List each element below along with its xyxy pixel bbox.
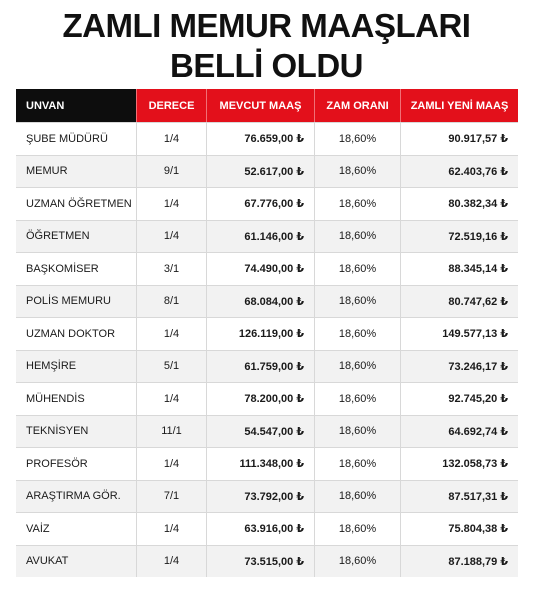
cell-zamli-yeni-maas: 88.345,14 ₺	[400, 253, 518, 285]
cell-unvan: MEMUR	[26, 165, 68, 178]
table-row	[16, 122, 518, 155]
cell-derece: 1/4	[136, 546, 206, 578]
cell-derece: 1/4	[136, 448, 206, 480]
cell-zam-orani: 18,60%	[314, 383, 400, 415]
cell-mevcut-maas: 76.659,00 ₺	[206, 123, 314, 155]
table-row	[16, 220, 518, 253]
cell-mevcut-maas: 126.119,00 ₺	[206, 318, 314, 350]
title-line-1: ZAMLI MEMUR MAAŞLARI	[62, 7, 471, 44]
cell-mevcut-maas: 73.792,00 ₺	[206, 481, 314, 513]
salary-table	[16, 89, 518, 577]
cell-unvan: ARAŞTIRMA GÖR.	[26, 490, 121, 503]
cell-unvan: VAİZ	[26, 522, 50, 535]
cell-mevcut-maas: 61.146,00 ₺	[206, 221, 314, 253]
cell-zamli-yeni-maas: 149.577,13 ₺	[400, 318, 518, 350]
table-row	[16, 480, 518, 513]
cell-mevcut-maas: 74.490,00 ₺	[206, 253, 314, 285]
cell-unvan: HEMŞİRE	[26, 360, 77, 373]
cell-zam-orani: 18,60%	[314, 416, 400, 448]
cell-unvan: ÖĞRETMEN	[26, 230, 90, 243]
cell-mevcut-maas: 54.547,00 ₺	[206, 416, 314, 448]
cell-zam-orani: 18,60%	[314, 546, 400, 578]
cell-mevcut-maas: 63.916,00 ₺	[206, 513, 314, 545]
table-row	[16, 382, 518, 415]
cell-derece: 1/4	[136, 221, 206, 253]
cell-zam-orani: 18,60%	[314, 188, 400, 220]
cell-zamli-yeni-maas: 64.692,74 ₺	[400, 416, 518, 448]
table-header	[16, 89, 518, 122]
table-row	[16, 350, 518, 383]
cell-derece: 1/4	[136, 188, 206, 220]
cell-zam-orani: 18,60%	[314, 123, 400, 155]
cell-zamli-yeni-maas: 72.519,16 ₺	[400, 221, 518, 253]
cell-zamli-yeni-maas: 75.804,38 ₺	[400, 513, 518, 545]
cell-zam-orani: 18,60%	[314, 286, 400, 318]
cell-unvan: UZMAN ÖĞRETMEN	[26, 197, 132, 210]
table-row	[16, 545, 518, 578]
cell-zam-orani: 18,60%	[314, 253, 400, 285]
header-derece: DERECE	[136, 89, 206, 122]
table-row	[16, 317, 518, 350]
table-row	[16, 285, 518, 318]
title-line-2: BELLİ OLDU	[170, 47, 363, 84]
cell-mevcut-maas: 78.200,00 ₺	[206, 383, 314, 415]
cell-derece: 8/1	[136, 286, 206, 318]
cell-derece: 1/4	[136, 318, 206, 350]
cell-mevcut-maas: 61.759,00 ₺	[206, 351, 314, 383]
cell-zam-orani: 18,60%	[314, 221, 400, 253]
cell-zamli-yeni-maas: 80.382,34 ₺	[400, 188, 518, 220]
cell-zamli-yeni-maas: 62.403,76 ₺	[400, 156, 518, 188]
cell-derece: 1/4	[136, 383, 206, 415]
cell-unvan: AVUKAT	[26, 555, 69, 568]
header-mevcut-maas: MEVCUT MAAŞ	[206, 89, 314, 122]
cell-zam-orani: 18,60%	[314, 513, 400, 545]
cell-zamli-yeni-maas: 87.517,31 ₺	[400, 481, 518, 513]
cell-derece: 1/4	[136, 513, 206, 545]
cell-unvan: ŞUBE MÜDÜRÜ	[26, 132, 108, 145]
cell-zamli-yeni-maas: 92.745,20 ₺	[400, 383, 518, 415]
cell-zam-orani: 18,60%	[314, 351, 400, 383]
cell-unvan: UZMAN DOKTOR	[26, 327, 116, 340]
page-title	[0, 6, 533, 86]
header-unvan: UNVAN	[16, 89, 136, 122]
cell-zamli-yeni-maas: 87.188,79 ₺	[400, 546, 518, 578]
cell-zamli-yeni-maas: 132.058,73 ₺	[400, 448, 518, 480]
cell-unvan: BAŞKOMİSER	[26, 262, 99, 275]
cell-unvan: POLİS MEMURU	[26, 295, 111, 308]
cell-zam-orani: 18,60%	[314, 448, 400, 480]
table-row	[16, 447, 518, 480]
table-body	[16, 122, 518, 577]
cell-mevcut-maas: 111.348,00 ₺	[206, 448, 314, 480]
cell-unvan: TEKNİSYEN	[26, 425, 89, 438]
cell-unvan: PROFESÖR	[26, 457, 88, 470]
cell-derece: 11/1	[136, 416, 206, 448]
cell-zamli-yeni-maas: 90.917,57 ₺	[400, 123, 518, 155]
cell-unvan: MÜHENDİS	[26, 392, 85, 405]
cell-mevcut-maas: 68.084,00 ₺	[206, 286, 314, 318]
header-zam-orani: ZAM ORANI	[314, 89, 400, 122]
cell-mevcut-maas: 67.776,00 ₺	[206, 188, 314, 220]
cell-derece: 1/4	[136, 123, 206, 155]
table-row	[16, 187, 518, 220]
table-row	[16, 252, 518, 285]
cell-derece: 5/1	[136, 351, 206, 383]
cell-mevcut-maas: 52.617,00 ₺	[206, 156, 314, 188]
table-row	[16, 155, 518, 188]
cell-zamli-yeni-maas: 73.246,17 ₺	[400, 351, 518, 383]
cell-zam-orani: 18,60%	[314, 318, 400, 350]
cell-zam-orani: 18,60%	[314, 156, 400, 188]
header-zamli-yeni-maas: ZAMLI YENİ MAAŞ	[400, 89, 518, 122]
cell-derece: 9/1	[136, 156, 206, 188]
cell-derece: 7/1	[136, 481, 206, 513]
cell-mevcut-maas: 73.515,00 ₺	[206, 546, 314, 578]
cell-zam-orani: 18,60%	[314, 481, 400, 513]
table-row	[16, 415, 518, 448]
table-row	[16, 512, 518, 545]
cell-derece: 3/1	[136, 253, 206, 285]
cell-zamli-yeni-maas: 80.747,62 ₺	[400, 286, 518, 318]
